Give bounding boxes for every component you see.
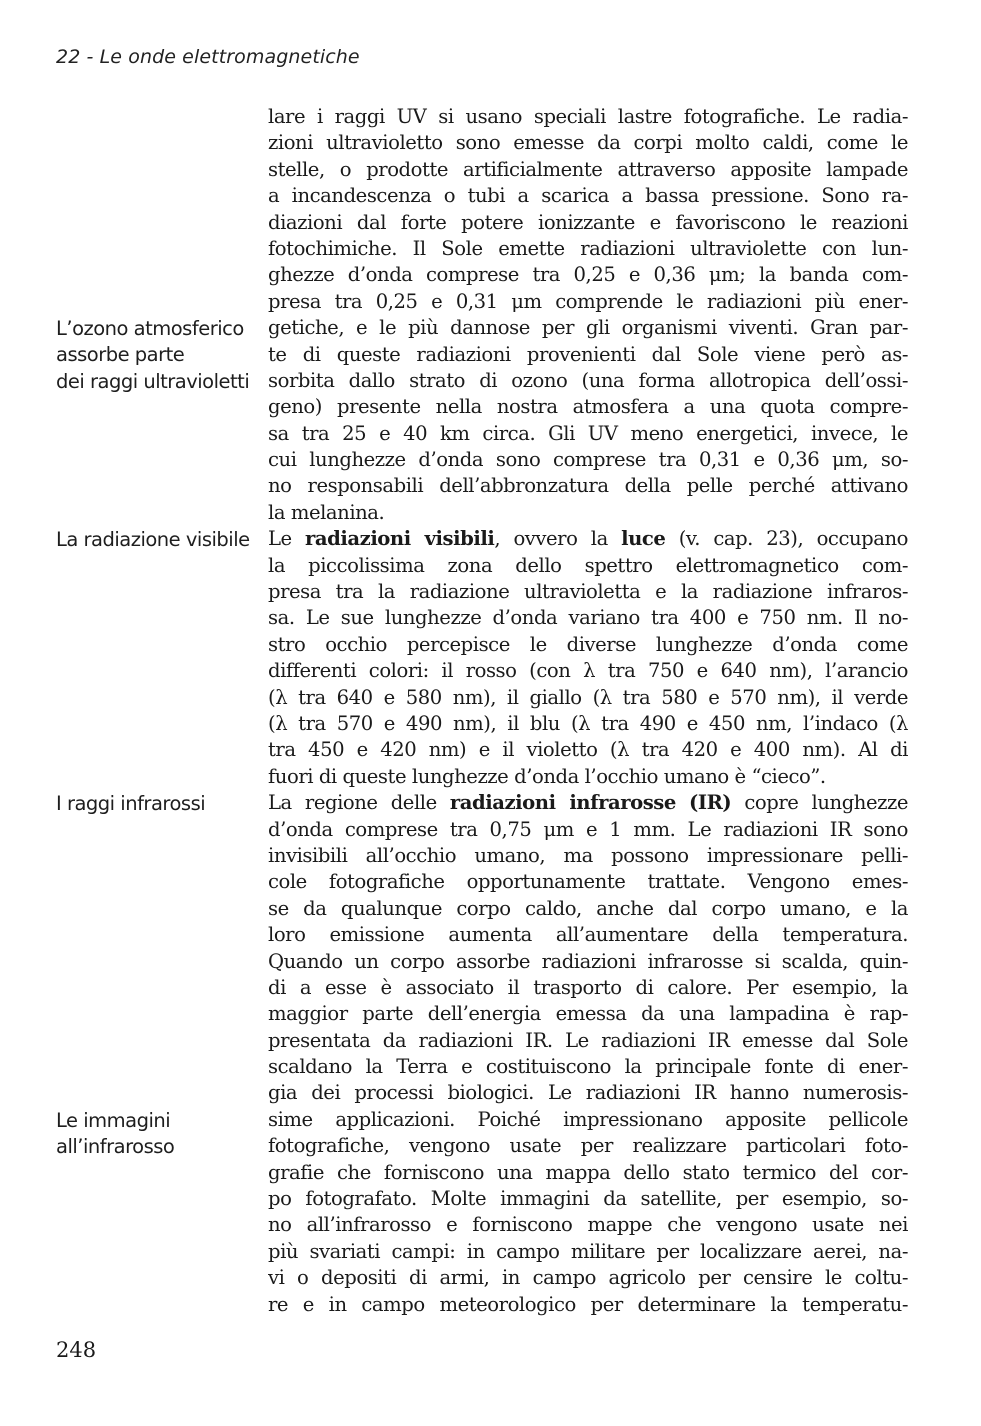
text-line: fuori di queste lunghezze d’onda l’occhio umano è “cieco”. — [268, 764, 826, 788]
text-line: getiche, e le più dannose per gli organismi viventi. Gran par- — [268, 316, 908, 340]
text-line: sa tra 25 e 40 km circa. Gli UV meno energetici, invece, le — [268, 421, 908, 445]
text-line: differenti colori: il rosso (con λ tra 750 e 640 nm), l’arancio — [268, 659, 908, 683]
text-line: più svariati campi: in campo militare per localizzare aerei, na- — [268, 1239, 908, 1263]
text-line: fotografiche, vengono usate per realizzare particolari foto- — [268, 1134, 908, 1158]
text-line: stelle, o prodotte artificialmente attraverso apposite lampade — [268, 157, 908, 181]
term-ir: (IR) — [689, 791, 732, 815]
margin-note-visible — [56, 527, 261, 553]
text-line: stro occhio percepisce le diverse lunghezze d’onda come — [268, 632, 908, 656]
text-line: no all’infrarosso e forniscono mappe che vengono usate nei — [268, 1213, 908, 1237]
text-line: gia dei processi biologici. Le radiazioni IR hanno numerosis- — [268, 1081, 908, 1105]
text-line: invisibili all’occhio umano, ma possono impressionare pelli- — [268, 843, 908, 867]
text-line: la piccolissima zona dello spettro elettromagnetico com- — [268, 553, 908, 577]
margin-note-line: L’ozono atmosferico — [56, 317, 244, 340]
paragraph-ultraviolet — [268, 104, 908, 526]
text-line: vi o depositi di armi, in campo agricolo per censire le coltu- — [268, 1266, 908, 1290]
text-line: ghezze d’onda comprese tra 0,25 e 0,36 μm; la banda com- — [268, 263, 908, 287]
text-line: presa tra 0,25 e 0,31 μm comprende le radiazioni più ener- — [268, 289, 908, 313]
page-number: 248 — [56, 1338, 97, 1362]
paragraph-infrared — [268, 790, 908, 1318]
term-visible-radiation: radiazioni visibili — [305, 527, 495, 551]
text-line: diazioni dal forte potere ionizzante e favoriscono le reazioni — [268, 210, 908, 234]
text-line: geno) presente nella nostra atmosfera a una quota compre- — [268, 395, 908, 419]
text-line: zioni ultravioletto sono emesse da corpi molto caldi, come le — [268, 131, 908, 155]
term-light: luce — [621, 527, 666, 551]
body-text — [268, 104, 908, 1318]
paragraph-visible — [268, 526, 908, 790]
text-line: lare i raggi UV si usano speciali lastre fotografiche. Le radia- — [268, 105, 908, 128]
text-line: di a esse è associato il trasporto di calore. Per esempio, la — [268, 975, 908, 999]
margin-note-line: dei raggi ultravioletti — [56, 369, 250, 393]
text-line: sime applicazioni. Poiché impressionano apposite pellicole — [268, 1107, 908, 1131]
margin-note-line: all’infrarosso — [56, 1135, 175, 1159]
running-head: 22 - Le onde elettromagnetiche — [56, 46, 360, 68]
text-line: (λ tra 640 e 580 nm), il giallo (λ tra 580 e 570 nm), il verde — [268, 685, 908, 709]
text-line: La regione delle radiazioni infrarosse (IR) copre lunghezze — [268, 791, 908, 815]
text-line: presa tra la radiazione ultravioletta e la radiazione infraros- — [268, 580, 908, 604]
text-line: loro emissione aumenta all’aumentare della temperatura. — [268, 923, 908, 947]
text-line: scaldano la Terra e costituiscono la principale fonte di ener- — [268, 1055, 908, 1079]
margin-note-line: La radiazione visibile — [56, 528, 250, 551]
text-line: grafie che forniscono una mappa dello stato termico del cor- — [268, 1160, 908, 1184]
text-line: presentata da radiazioni IR. Le radiazioni IR emesse dal Sole — [268, 1028, 908, 1052]
text-line: sorbita dallo strato di ozono (una forma allotropica dell’ossi- — [268, 368, 908, 392]
margin-note-line: assorbe parte — [56, 343, 185, 367]
text-line: tra 450 e 420 nm) e il violetto (λ tra 420 e 400 nm). Al di — [268, 738, 908, 762]
text-line: Le radiazioni visibili, ovvero la luce (v. cap. 23), occupano — [268, 527, 908, 551]
text-line: fotochimiche. Il Sole emette radiazioni ultraviolette con lun- — [268, 236, 908, 260]
text-line: cole fotografiche opportunamente trattate. Vengono emes- — [268, 870, 908, 894]
text-line: d’onda comprese tra 0,75 μm e 1 mm. Le radiazioni IR sono — [268, 817, 908, 841]
text-line: re e in campo meteorologico per determinare la temperatu- — [268, 1292, 908, 1316]
text-line: a incandescenza o tubi a scarica a bassa pressione. Sono ra- — [268, 184, 908, 208]
margin-note-infrared — [56, 791, 261, 817]
margin-note-ozone — [56, 316, 261, 395]
margin-note-line: I raggi infrarossi — [56, 792, 206, 815]
text-line: maggior parte dell’energia emessa da una lampadina è rap- — [268, 1002, 908, 1026]
text-line: po fotografato. Molte immagini da satellite, per esempio, so- — [268, 1187, 908, 1211]
text-line: sa. Le sue lunghezze d’onda variano tra 400 e 750 nm. Il no- — [268, 606, 908, 630]
margin-note-line: Le immagini — [56, 1109, 171, 1132]
text-line: Quando un corpo assorbe radiazioni infrarosse si scalda, quin- — [268, 949, 908, 973]
text-line: no responsabili dell’abbronzatura della pelle perché attivano — [268, 474, 908, 498]
text-line: se da qualunque corpo caldo, anche dal corpo umano, e la — [268, 896, 908, 920]
margin-note-infrared-images — [56, 1108, 261, 1161]
term-infrared-radiation: radiazioni infrarosse — [449, 791, 676, 815]
text-line: la melanina. — [268, 500, 385, 524]
text-line: cui lunghezze d’onda sono comprese tra 0,31 e 0,36 μm, so- — [268, 448, 908, 472]
text-line: (λ tra 570 e 490 nm), il blu (λ tra 490 e 450 nm, l’indaco (λ — [268, 711, 908, 735]
text-line: te di queste radiazioni provenienti dal Sole viene però as- — [268, 342, 908, 366]
